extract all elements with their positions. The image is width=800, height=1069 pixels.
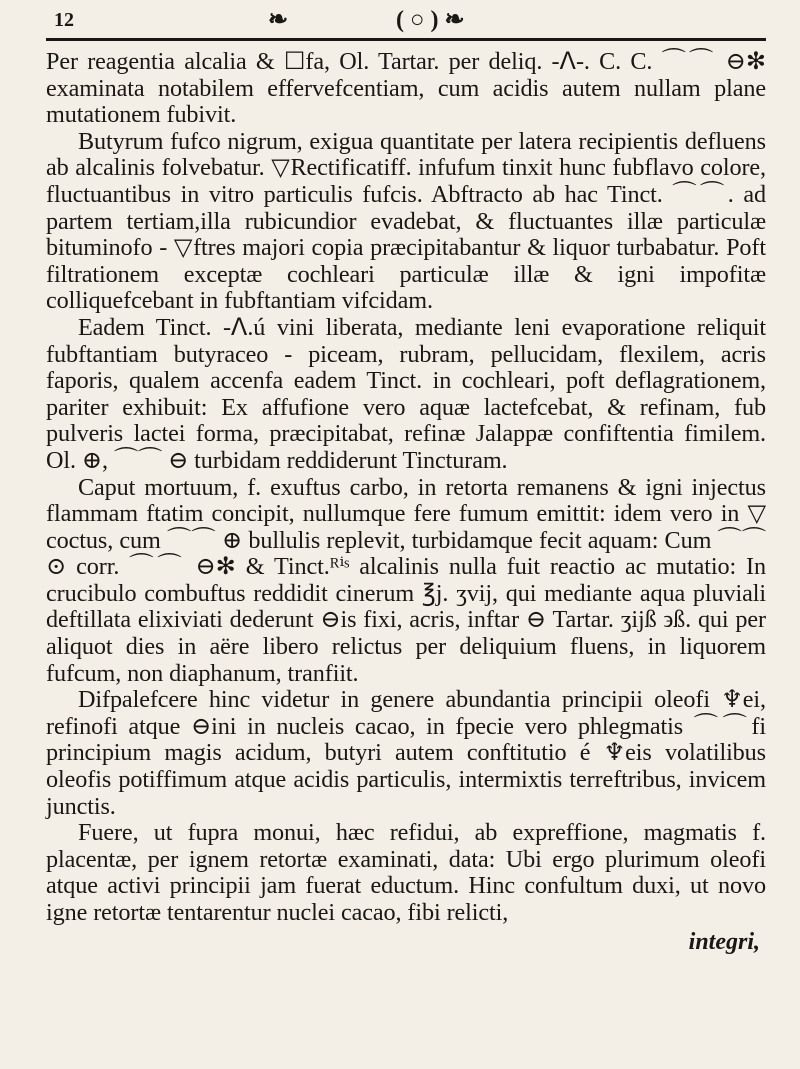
catchword: integri, <box>688 928 760 955</box>
body-text <box>46 49 766 927</box>
paragraph: Per reagentia alcalia & ☐fa, Ol. Tartar. per deliq. -ᐱ-. C. C. ⌒⌒ ⊖✻ examinata notabilem effervefcentiam, cum acidis autem nullam plane mutationem fubivit. <box>46 48 766 129</box>
header-ornament <box>396 4 465 36</box>
page-number: 12 <box>54 9 74 31</box>
paragraph: Caput mortuum, f. exuftus carbo, in retorta remanens & igni injectus flammam ftatim concipit, nullumque fere fumum emittit: idem vero in ▽ coctus, cum ⌒⌒ ⊕ bullulis replevit, turbidamque fecit aquam: Cum ⌒⌒ ⊙ corr. ⌒⌒ ⊖✻ & Tinct.ᴿⁱˢ alcalinis nulla fuit reactio ac mutatio: In crucibulo combuftus reddidit cinerum ℥j. ʒvij, qui mediante aqua pluviali deftillata elixiviati dederunt ⊖is fixi, acris, inftar ⊖ Tartar. ʒijß ϶ß. qui per aliquot dies in aëre libero relictus per deliquium fluens, in liquorem fufcum, non diaphanum, tranfiit. <box>46 473 766 687</box>
header-rule <box>46 38 766 41</box>
paragraph: Butyrum fufco nigrum, exigua quantitate per latera recipientis defluens ab alcalinis folvebatur. ▽Rectificatiff. infufum tinxit hunc fubflavo colore, fluctuantibus in vitro particulis fufcis. Abftracto ab hac Tinct. ⌒⌒. ad partem tertiam,illa rubicundior evadebat, & fluctuantes illæ particulæ bituminofo - ▽ftres majori copia præcipitabantur & liquor turbabatur. Poft filtrationem exceptæ cochleari particulæ illæ & igni impofitæ colliquefcebant in fubftantiam vifcidam. <box>46 127 766 315</box>
paragraph: Difpalefcere hinc videtur in genere abundantia principii oleofi ♆ei, refinofi atque ⊖ini in nucleis cacao, in fpecie vero phlegmatis ⌒⌒fi principium magis acidum, butyri autem conftitutio é ♆eis volatilibus oleofis potiffimum atque acidis particulis, intermixtis terreftribus, invicem junctis. <box>46 686 766 820</box>
paragraph: Eadem Tinct. -ᐱ.ú vini liberata, mediante leni evaporatione reliquit fubftantiam butyraceo - piceam, rubram, pellucidam, flexilem, acris faporis, qualem accenfa eadem Tinct. in cochleari, poft deflagrationem, pariter exhibuit: Ex affufione vero aquæ lactefcebat, & refinam, fub pulveris lactei forma, præcipitabat, refinæ Jalappæ confiftentia fimilem. Ol. ⊕, ⌒⌒ ⊖ turbidam reddiderunt Tincturam. <box>46 313 766 474</box>
header-ornament-right: ❧ <box>444 7 465 33</box>
header-ornament-center: ( ○ ) <box>396 7 439 33</box>
paragraph: Fuere, ut fupra monui, hæc refidui, ab expreffione, magmatis f. placentæ, per ignem retortæ examinati, data: Ubi ergo plurimum oleofi atque activi principii jam fuerat eductum. Hinc confultum duxi, ut novo igne retortæ tentarentur nuclei cacao, fibi relicti, <box>46 819 766 926</box>
running-header <box>46 4 766 36</box>
fleuron-ornament: ❧ <box>268 7 289 33</box>
